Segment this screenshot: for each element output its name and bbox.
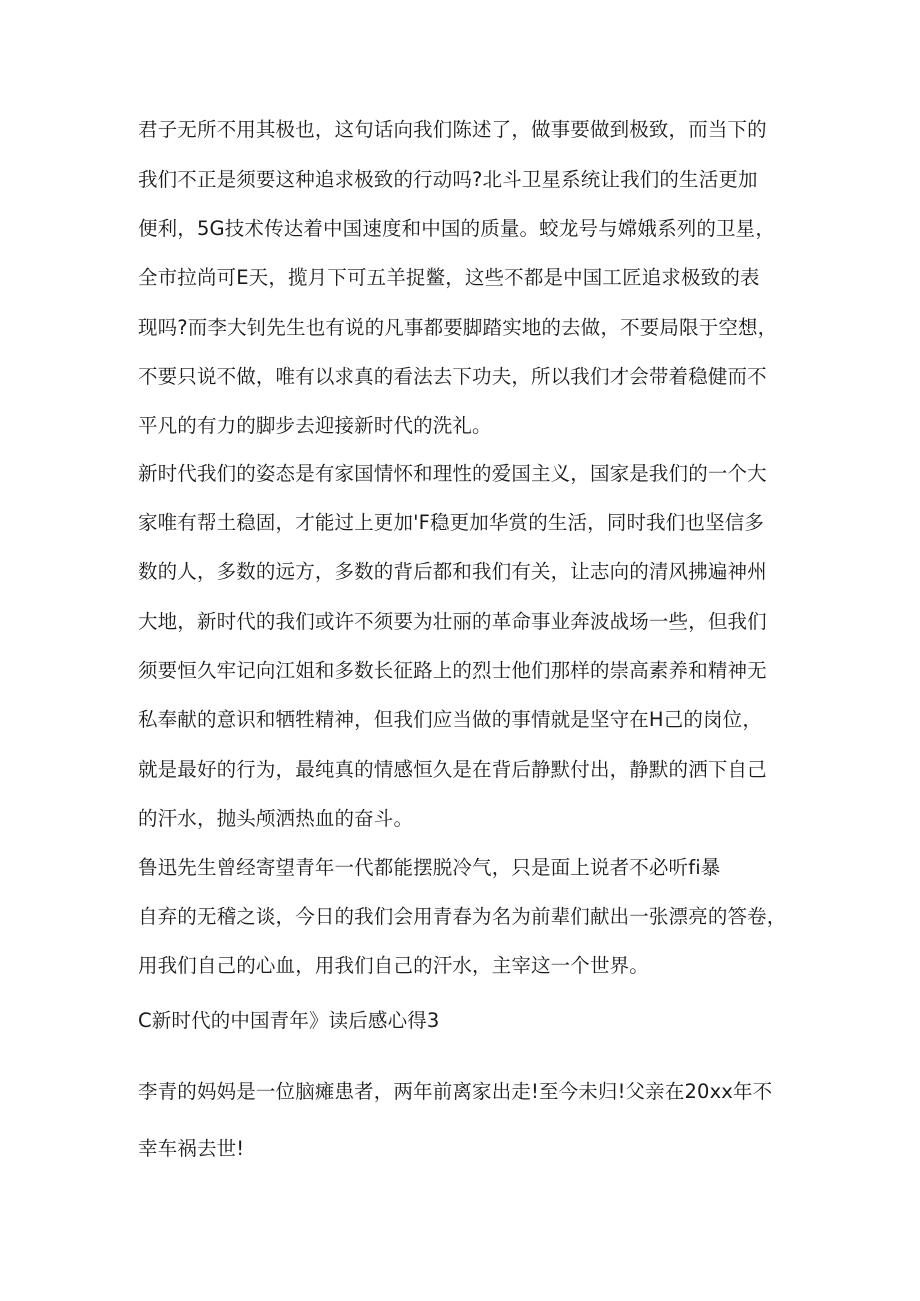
text-line: 我们不正是须要这种追求极致的行动吗?北斗卫星系统让我们的生活更加 — [138, 168, 758, 191]
text-line: 君子无所不用其极也，这句话向我们陈述了，做事要做到极致，而当下的 — [138, 118, 767, 141]
text-line: 鲁迅先生曾经寄望青年一代都能摆脱冷气，只是面上说者不必听fi暴 — [138, 856, 721, 879]
text-line: 便利，5G技术传达着中国速度和中国的质量。蛟龙号与嫦娥系列的卫星， — [138, 217, 775, 240]
text-line: 数的人，多数的远方，多数的背后都和我们有关，让志向的清风拂遍神州 — [138, 560, 767, 583]
text-line: 新时代我们的姿态是有家国情怀和理性的爱国主义，国家是我们的一个大 — [138, 462, 767, 485]
text-line: 私奉献的意识和牺牲精神，但我们应当做的事情就是坚守在H己的岗位， — [138, 708, 762, 731]
text-line: 幸车祸去世! — [138, 1137, 245, 1160]
text-line: 就是最好的行为，最纯真的情感恒久是在背后静默付出，静默的洒下自己 — [138, 758, 767, 781]
text-line: 平凡的有力的脚步去迎接新时代的洗礼。 — [138, 414, 492, 437]
text-line: 现吗?而李大钊先生也有说的凡事都要脚踏实地的去做，不要局限于空想， — [138, 316, 778, 339]
text-line: 全市拉尚可E天，揽月下可五羊捉鳖，这些不都是中国工匠追求极致的表 — [138, 266, 760, 289]
text-line: 用我们自己的心血，用我们自己的汗水，主宰这一个世界。 — [138, 954, 649, 977]
text-line: 须要恒久牢记向江姐和多数长征路上的烈士他们那样的崇高素养和精神无 — [138, 659, 767, 682]
text-line: 的汗水，抛头颅洒热血的奋斗。 — [138, 807, 414, 830]
text-line: 大地，新时代的我们或许不须要为壮丽的革命事业奔波战场一些，但我们 — [138, 610, 767, 633]
text-line: 李青的妈妈是一位脑瘫患者，两年前离家出走!至今未归!父亲在20xx年不 — [138, 1080, 773, 1103]
section-heading: C新时代的中国青年》读后感心得3 — [138, 1009, 440, 1032]
text-line: 家唯有帮土稳固，才能过上更加'F稳更加华赏的生活，同时我们也坚信多 — [138, 511, 765, 534]
text-line: 自弃的无稽之谈，今日的我们会用青春为名为前辈们献出一张漂亮的答卷， — [138, 905, 787, 928]
text-line: 不要只说不做，唯有以求真的看法去下功夫，所以我们才会带着稳健而不 — [138, 365, 767, 388]
